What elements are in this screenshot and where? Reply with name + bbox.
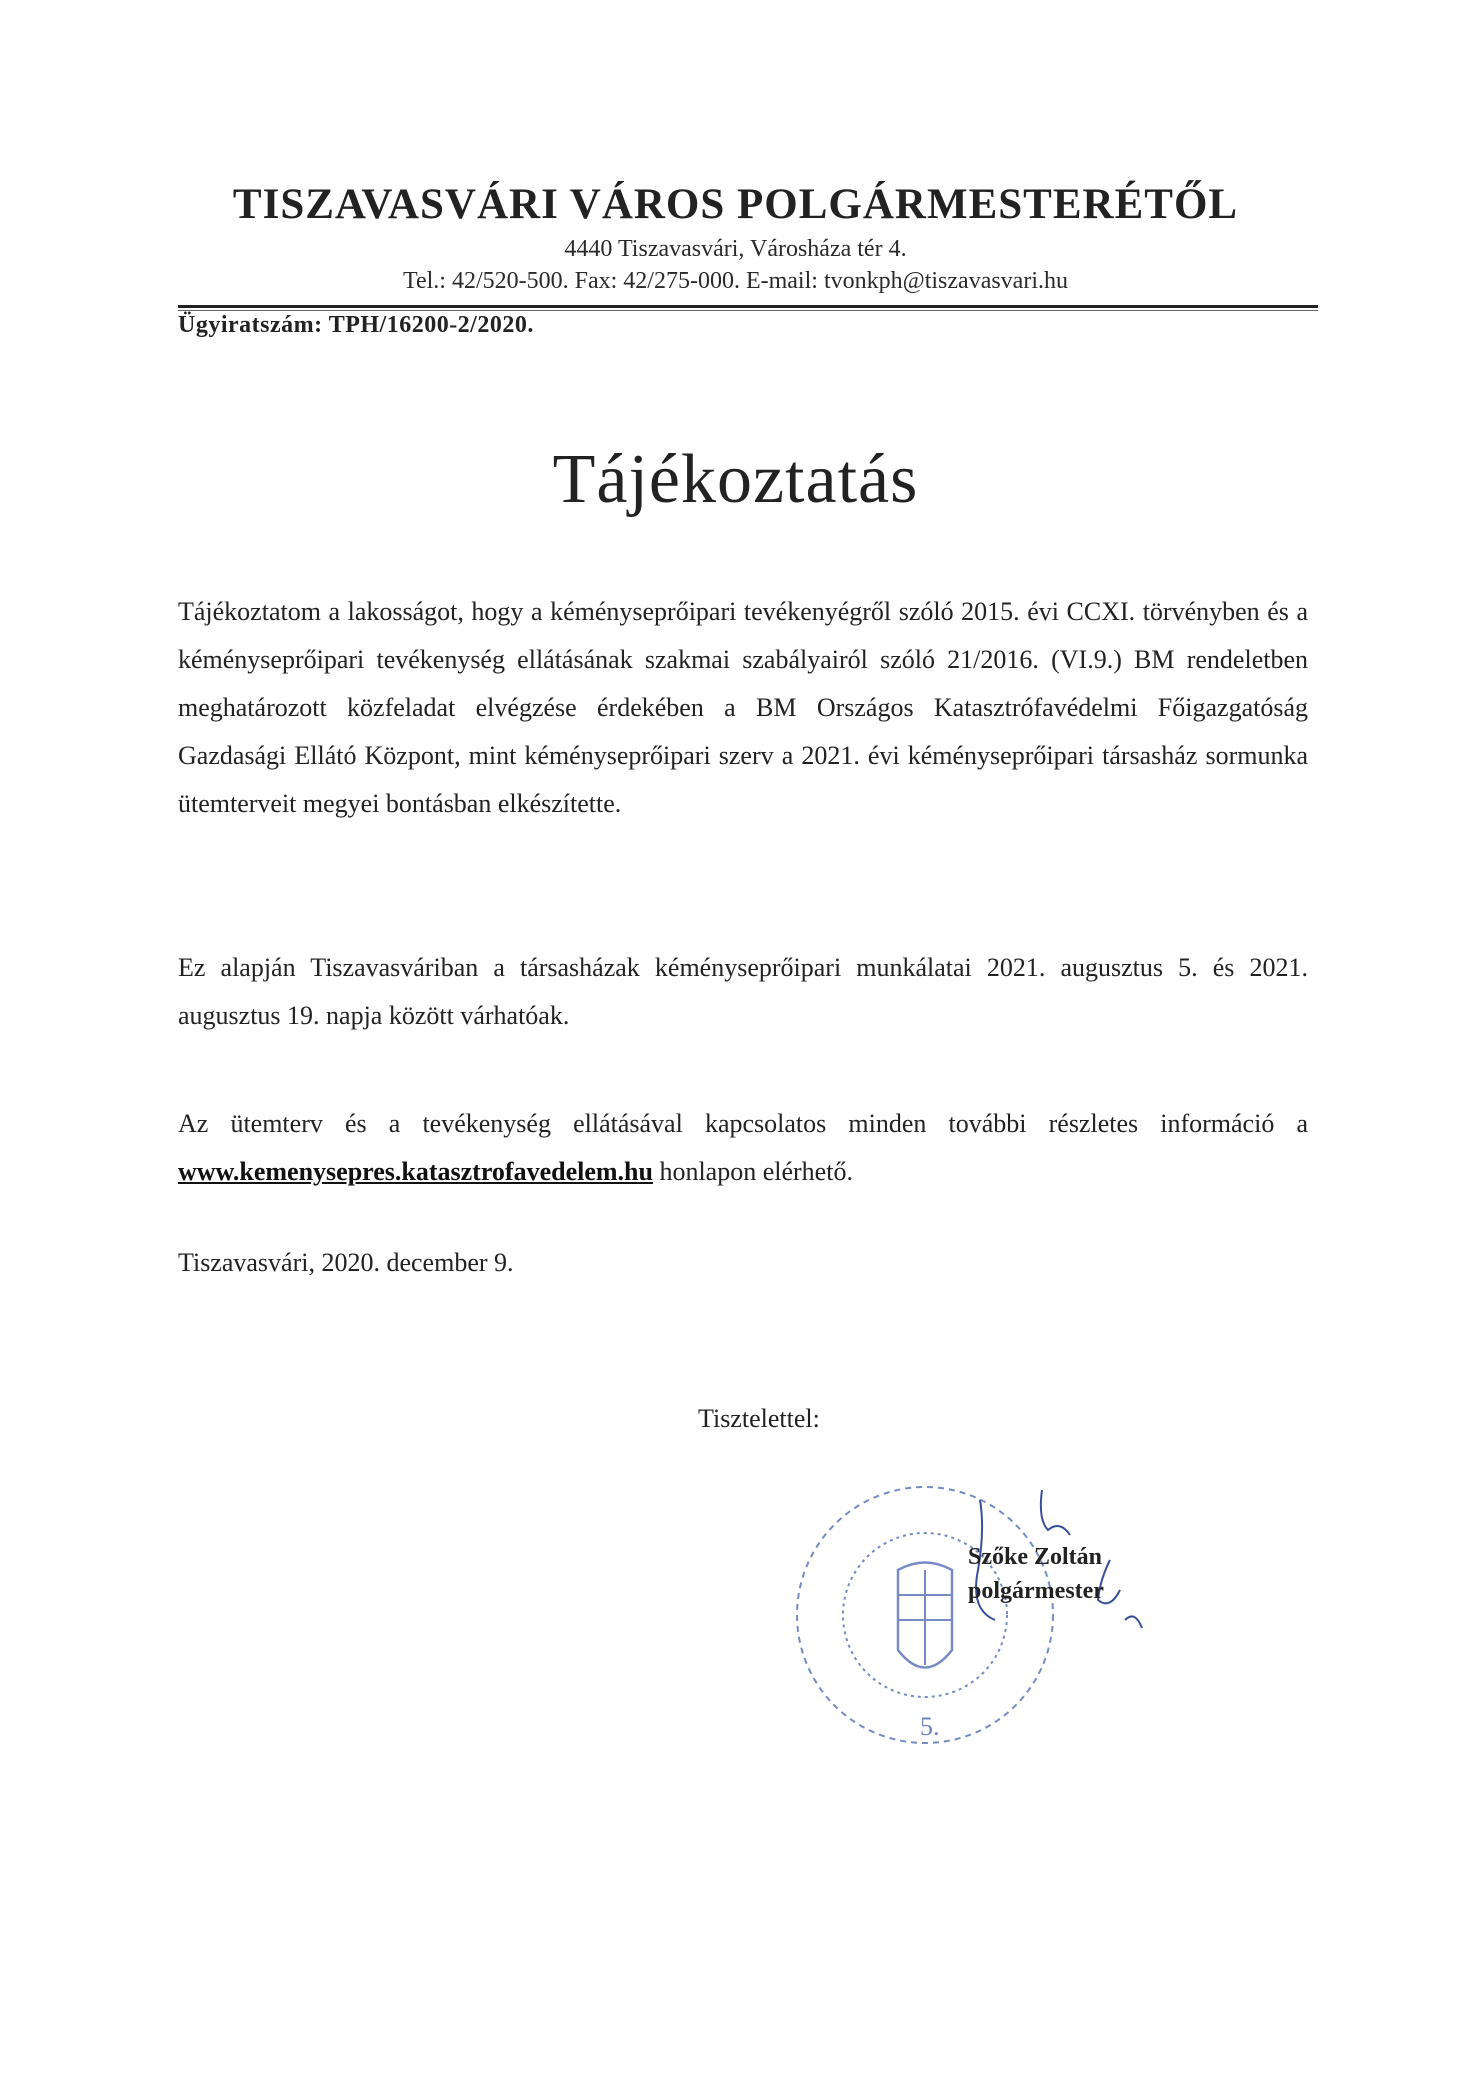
- header-contact: Tel.: 42/520-500. Fax: 42/275-000. E-mail: tvonkph@tiszavasvari.hu: [403, 268, 1068, 294]
- paragraph-3-text-end: honlapon elérhető.: [652, 1157, 853, 1186]
- file-number: Ügyiratszám: TPH/16200-2/2020.: [178, 312, 534, 338]
- official-stamp: [780, 1460, 1200, 1770]
- stamp-number: 5.: [920, 1712, 940, 1741]
- paragraph-3-text: Az ütemterv és a tevékenység ellátásával kapcsolatos minden további részletes információ a: [178, 1109, 1308, 1138]
- header-divider-thin: [178, 310, 1318, 311]
- paragraph-1: Tájékoztatom a lakosságot, hogy a kéményseprőipari tevékenyégről szóló 2015. évi CCXI. törvényben és a kéményseprőipari tevékenység ellátásának szakmai szabályairól szóló 21/2016. (VI.9.) BM rendeletben meghatározott közfeladat elvégzése érdekében a BM Országos Katasztrófavédelmi Főigazgatóság Gazdasági Ellátó Központ, mint kéményseprőipari szerv a 2021. évi kéményseprőipari társasház sormunka ütemterveit megyei bontásban elkészítette.: [178, 597, 1308, 818]
- greeting: Tisztelettel:: [698, 1404, 820, 1433]
- paragraph-2: Ez alapján Tiszavasváriban a társasházak kéményseprőipari munkálatai 2021. augusztus 5. és 2021. augusztus 19. napja között várhatóak.: [178, 953, 1308, 1030]
- paragraph-3: [178, 1100, 1308, 1196]
- document-title: Tájékoztatás: [552, 441, 919, 518]
- signatory-name: Szőke Zoltán: [968, 1544, 1103, 1570]
- place-date: Tiszavasvári, 2020. december 9.: [178, 1248, 514, 1277]
- header-divider: [178, 305, 1318, 308]
- header-address: 4440 Tiszavasvári, Városháza tér 4.: [564, 236, 907, 262]
- header-title: TISZAVASVÁRI VÁROS POLGÁRMESTERÉTŐL: [232, 181, 1239, 228]
- website-link[interactable]: www.kemenysepres.katasztrofavedelem.hu: [178, 1157, 653, 1186]
- signatory-role: polgármester: [968, 1578, 1104, 1604]
